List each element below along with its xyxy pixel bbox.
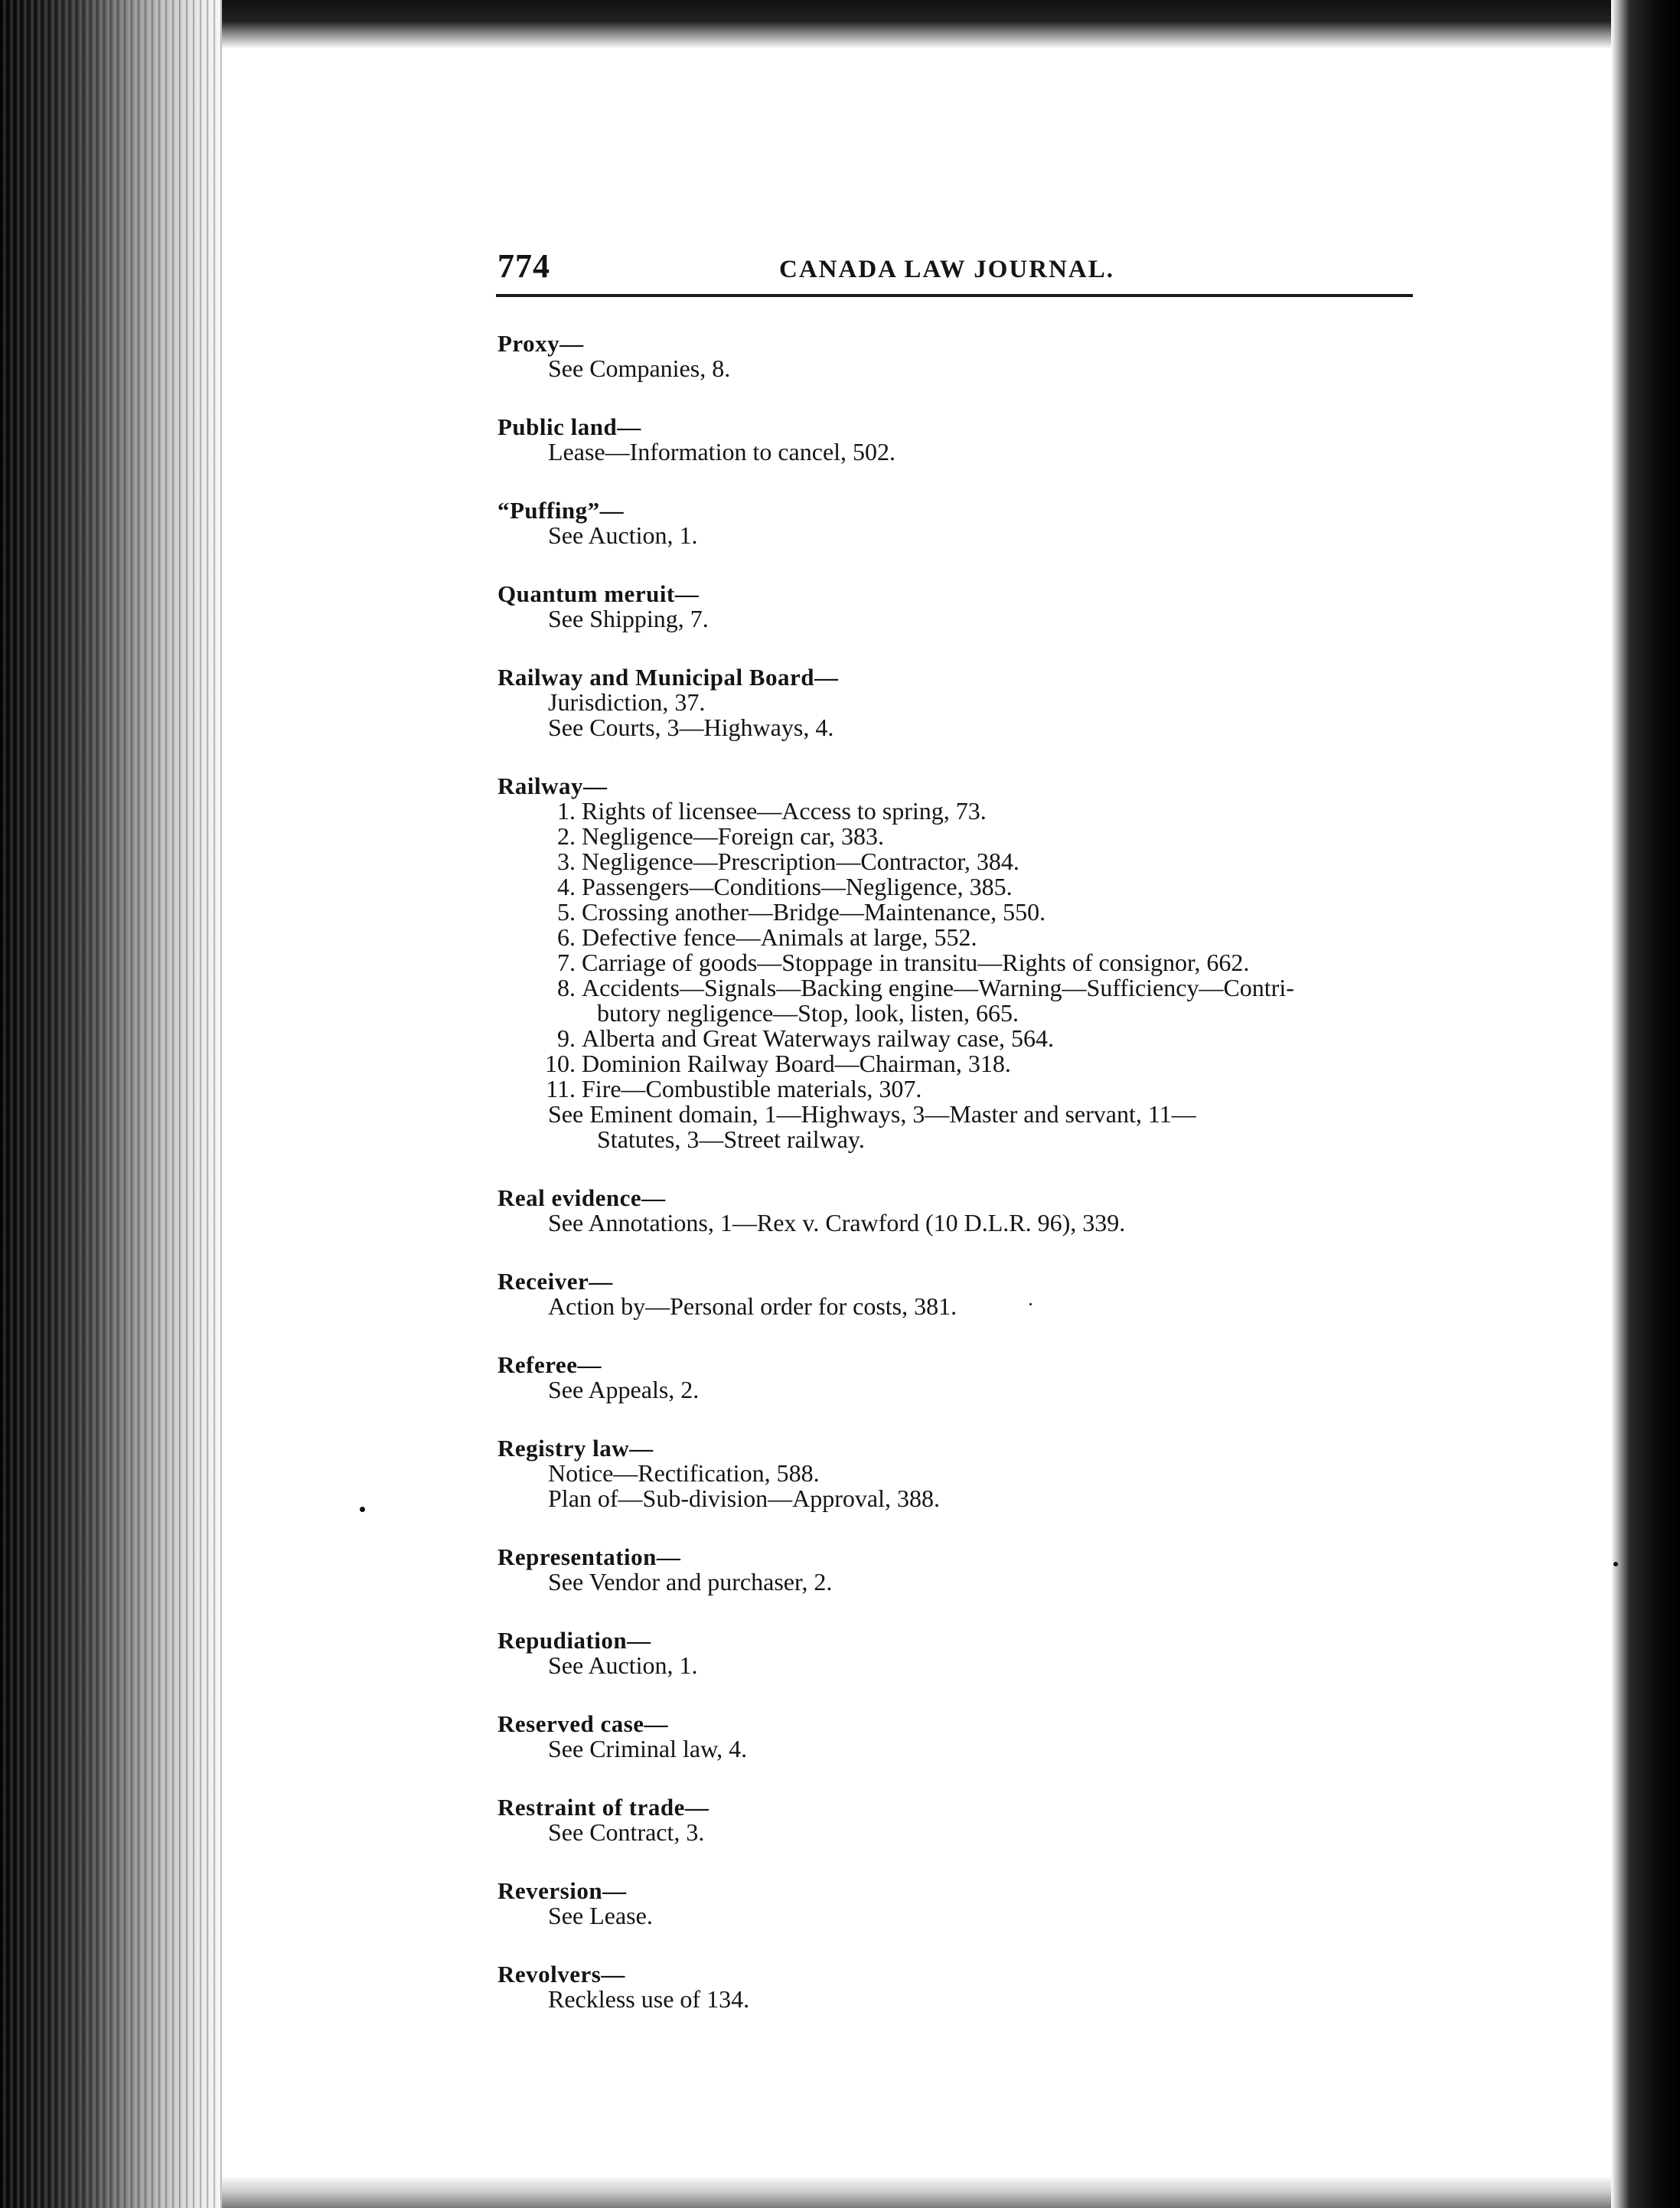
entry-heading: Public land—	[497, 413, 641, 440]
entry-heading: Railway—	[497, 772, 608, 799]
entry-line: Notice—Rectification, 588.	[548, 1459, 820, 1487]
numbered-item	[496, 1051, 1414, 1076]
entry-heading: Railway and Municipal Board—	[497, 664, 839, 691]
item-text: Passengers—Conditions—Negligence, 385.	[582, 873, 1013, 900]
entry-line: See Lease.	[548, 1902, 653, 1929]
entry-line: Plan of—Sub-division—Approval, 388.	[548, 1485, 940, 1512]
index-entry	[496, 1795, 1414, 1845]
entry-heading: Restraint of trade—	[497, 1794, 710, 1821]
numbered-item	[496, 824, 1414, 849]
entry-line: Jurisdiction, 37.	[548, 688, 706, 716]
entry-line: See Vendor and purchaser, 2.	[548, 1568, 833, 1596]
index-entry	[496, 1436, 1414, 1511]
see-also-continuation: Statutes, 3—Street railway.	[597, 1125, 865, 1153]
numbered-item	[496, 975, 1414, 1001]
index-entry	[496, 665, 1414, 740]
item-text: Crossing another—Bridge—Maintenance, 550.	[582, 898, 1046, 926]
item-number: 6.	[557, 923, 576, 951]
numbered-item	[496, 900, 1414, 925]
scan-border-right	[1611, 0, 1680, 2208]
index-entry	[496, 1628, 1414, 1678]
entry-heading: Quantum meruit—	[497, 580, 700, 607]
item-text: Carriage of goods—Stoppage in transitu—Rights of consignor, 662.	[582, 949, 1250, 976]
entry-heading: Registry law—	[497, 1435, 654, 1462]
index-entry	[496, 1269, 1414, 1319]
index-entry	[496, 414, 1414, 465]
item-number: 2.	[557, 822, 576, 850]
entry-heading: Reversion—	[497, 1877, 627, 1904]
scan-speck	[360, 1507, 365, 1512]
book-page	[496, 0, 1414, 2208]
entry-heading: Reserved case—	[497, 1710, 669, 1737]
index-entries	[496, 331, 1414, 2045]
entry-line: See Criminal law, 4.	[548, 1735, 748, 1762]
numbered-item	[496, 1076, 1414, 1102]
index-entry	[496, 1185, 1414, 1236]
item-text: Fire—Combustible materials, 307.	[582, 1075, 922, 1102]
entry-line: See Shipping, 7.	[548, 605, 709, 632]
entry-heading: Repudiation—	[497, 1627, 651, 1654]
index-entry	[496, 1878, 1414, 1929]
item-text: Defective fence—Animals at large, 552.	[582, 923, 977, 951]
index-entry	[496, 1544, 1414, 1595]
entry-line: Lease—Information to cancel, 502.	[548, 438, 896, 465]
index-entry	[496, 1711, 1414, 1762]
scan-speck	[1613, 1562, 1618, 1566]
scan-border-left	[0, 0, 222, 2208]
item-number: 5.	[557, 898, 576, 926]
index-entry	[496, 331, 1414, 381]
item-number: 1.	[557, 797, 576, 825]
numbered-item	[496, 799, 1414, 824]
item-number: 8.	[557, 974, 576, 1001]
item-number: 10.	[545, 1050, 576, 1077]
entry-line: See Contract, 3.	[548, 1818, 705, 1846]
entry-heading: Representation—	[497, 1543, 681, 1570]
entry-line: Action by—Personal order for costs, 381.	[548, 1292, 957, 1320]
page-header	[496, 245, 1414, 291]
index-entry-railway	[496, 773, 1414, 1152]
numbered-item	[496, 925, 1414, 950]
item-text: Dominion Railway Board—Chairman, 318.	[582, 1050, 1011, 1077]
entry-line: See Annotations, 1—Rex v. Crawford (10 D.L.R. 96), 339.	[548, 1209, 1126, 1236]
item-text: Negligence—Foreign car, 383.	[582, 822, 885, 850]
index-entry	[496, 1961, 1414, 2012]
entry-line: See Companies, 8.	[548, 354, 731, 382]
entry-line: See Auction, 1.	[548, 521, 698, 549]
numbered-item	[496, 950, 1414, 975]
item-number: 3.	[557, 848, 576, 875]
item-text: Alberta and Great Waterways railway case, 564.	[582, 1024, 1055, 1052]
index-entry	[496, 498, 1414, 548]
see-also-line: See Eminent domain, 1—Highways, 3—Master and servant, 11—	[548, 1100, 1196, 1128]
numbered-item	[496, 849, 1414, 874]
item-continuation: butory negligence—Stop, look, listen, 665.	[597, 999, 1019, 1027]
entry-heading: Receiver—	[497, 1268, 613, 1295]
numbered-item	[496, 1026, 1414, 1051]
item-text: Rights of licensee—Access to spring, 73.	[582, 797, 987, 825]
item-text: Negligence—Prescription—Contractor, 384.	[582, 848, 1019, 875]
entry-line: See Appeals, 2.	[548, 1376, 700, 1403]
item-text: Accidents—Signals—Backing engine—Warning—Sufficiency—Contri-	[582, 974, 1294, 1001]
entry-line: Reckless use of 134.	[548, 1985, 750, 2013]
entry-heading: Revolvers—	[497, 1961, 625, 1988]
entry-heading: Real evidence—	[497, 1184, 666, 1211]
entry-line: See Courts, 3—Highways, 4.	[548, 714, 834, 741]
header-rule	[496, 294, 1413, 297]
entry-line: See Auction, 1.	[548, 1651, 698, 1679]
page-number: 774	[497, 247, 550, 285]
item-number: 7.	[557, 949, 576, 976]
index-entry	[496, 1352, 1414, 1403]
item-number: 11.	[546, 1075, 576, 1102]
numbered-item	[496, 874, 1414, 900]
entry-heading: “Puffing”—	[497, 497, 625, 524]
item-number: 4.	[557, 873, 576, 900]
index-entry	[496, 581, 1414, 632]
running-head: CANADA LAW JOURNAL.	[779, 256, 1115, 283]
entry-heading: Referee—	[497, 1351, 602, 1378]
item-number: 9.	[557, 1024, 576, 1052]
entry-heading: Proxy—	[497, 330, 584, 357]
